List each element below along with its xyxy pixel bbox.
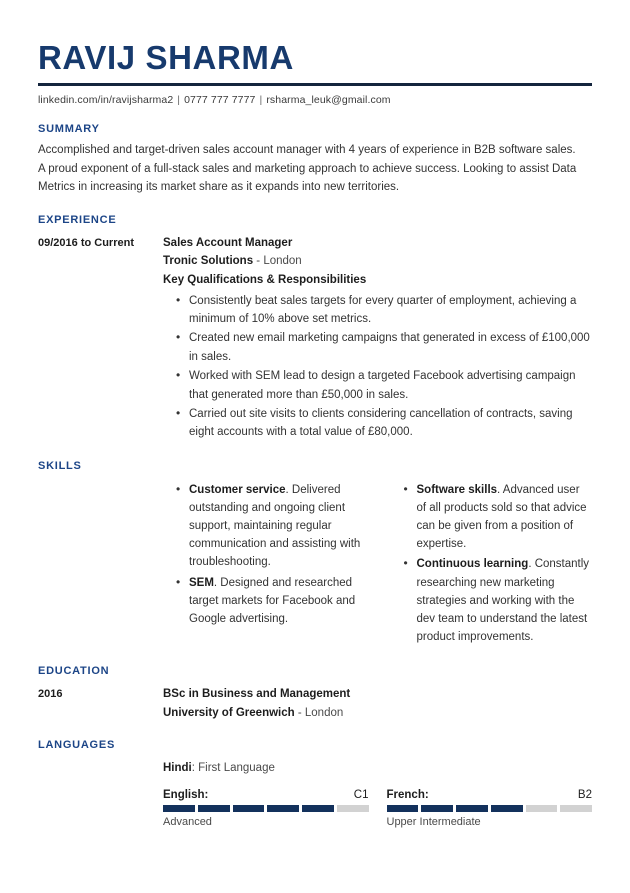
skills-column-left <box>163 481 365 648</box>
experience-job-title: Sales Account Manager <box>163 236 293 249</box>
education-institution-line <box>163 704 592 723</box>
bar-segment-filled <box>456 805 488 812</box>
experience-bullet: • Consistently beat sales targets for every quarter of employment, achieving a minimum of 10% above set metrics. <box>189 292 592 329</box>
skill-item <box>189 574 365 628</box>
section-title-summary: SUMMARY <box>38 122 100 135</box>
skill-item <box>189 481 365 572</box>
skills-column-right <box>391 481 593 648</box>
language-item-french <box>387 789 593 828</box>
experience-bullet: • Carried out site visits to clients considering cancellation of contracts, saving eight accounts with a total value of £80,000. <box>189 405 592 442</box>
education-location-separator: - <box>294 706 305 719</box>
skill-item <box>417 555 593 646</box>
contact-separator: | <box>177 93 181 106</box>
experience-bullet: • Worked with SEM lead to design a targeted Facebook advertising campaign that generated more than £50,000 in sales. <box>189 367 592 404</box>
bar-segment-filled <box>491 805 523 812</box>
summary-text: Accomplished and target-driven sales account manager with 4 years of experience in B2B software sales. A proud exponent of a full-stack sales and marketing approach to achieve success. Looking to assist Data Metrics in increasing its market share as it expands into new territories. <box>38 143 577 194</box>
language-first-label: : First Language <box>191 762 275 775</box>
education-entry <box>38 685 592 722</box>
experience-bullet-list <box>163 292 592 442</box>
section-languages <box>38 739 592 827</box>
section-title-experience: EXPERIENCE <box>38 213 117 226</box>
contact-linkedin[interactable]: linkedin.com/in/ravijsharma2 <box>38 93 174 106</box>
bar-segment-filled <box>163 805 195 812</box>
section-title-education: EDUCATION <box>38 665 110 678</box>
education-year: 2016 <box>38 688 63 701</box>
skills-list-right <box>391 481 593 646</box>
experience-entry <box>38 234 592 443</box>
bar-segment-filled <box>421 805 453 812</box>
section-title-skills: SKILLS <box>38 459 82 472</box>
language-first <box>163 759 592 777</box>
section-education <box>38 665 592 722</box>
bar-segment-filled <box>198 805 230 812</box>
language-name: French: <box>386 788 429 801</box>
language-proficiency-caption: Upper Intermediate <box>386 815 481 828</box>
experience-location-separator: - <box>253 255 264 268</box>
language-proficiency-caption: Advanced <box>163 815 212 828</box>
bar-segment-filled <box>302 805 334 812</box>
language-name: English: <box>163 788 209 801</box>
education-institution: University of Greenwich <box>163 706 295 719</box>
skill-description: . Constantly researching new marketing strategies and working with the dev team to understand the latest product improvements. <box>416 558 590 644</box>
section-skills <box>38 460 592 648</box>
bar-segment-filled <box>387 805 419 812</box>
language-proficiency-bar <box>163 805 369 812</box>
section-summary <box>38 123 592 197</box>
language-header <box>387 789 593 801</box>
skill-description: . Delivered outstanding and ongoing client support, maintaining regular communication and assisting with troubleshooting. <box>189 483 361 569</box>
language-rating-group <box>163 789 592 828</box>
skills-list-left <box>163 481 365 628</box>
experience-subheading: Key Qualifications & Responsibilities <box>163 274 367 287</box>
language-first-name: Hindi <box>163 762 192 775</box>
experience-dates: 09/2016 to Current <box>38 236 134 249</box>
language-level-code: B2 <box>577 788 592 801</box>
section-title-languages: LANGUAGES <box>38 739 116 752</box>
education-details <box>163 685 592 722</box>
contact-email[interactable]: rsharma_leuk@gmail.com <box>266 93 391 106</box>
bar-segment-filled <box>267 805 299 812</box>
contact-phone[interactable]: 0777 777 7777 <box>184 93 256 106</box>
experience-company-line <box>163 252 592 271</box>
contact-line <box>38 94 592 106</box>
candidate-name: RAVIJ SHARMA <box>38 39 294 76</box>
experience-company: Tronic Solutions <box>163 255 254 268</box>
education-location: London <box>304 706 344 719</box>
language-header <box>163 789 369 801</box>
bar-segment-empty <box>337 805 369 812</box>
experience-details <box>163 234 592 443</box>
bar-segment-empty <box>526 805 558 812</box>
education-degree: BSc in Business and Management <box>163 688 351 701</box>
section-experience <box>38 214 592 443</box>
skill-name: SEM <box>189 576 214 589</box>
skill-name: Software skills <box>416 483 498 496</box>
language-item-english <box>163 789 369 828</box>
bar-segment-empty <box>560 805 592 812</box>
experience-bullet: • Created new email marketing campaigns that generated in excess of £100,000 in sales. <box>189 329 592 366</box>
skill-name: Continuous learning <box>416 558 529 571</box>
skill-name: Customer service <box>189 483 286 496</box>
skill-description: . Designed and researched target markets for Facebook and Google advertising. <box>189 576 356 625</box>
skills-columns <box>163 481 592 648</box>
contact-separator: | <box>259 93 263 106</box>
skill-description: . Advanced user of all products sold so that advice can be given from a position of expertise. <box>416 483 587 551</box>
header-divider <box>38 83 592 86</box>
skill-item <box>417 481 593 554</box>
resume-header <box>38 40 592 106</box>
language-level-code: C1 <box>353 788 369 801</box>
bar-segment-filled <box>233 805 265 812</box>
language-proficiency-bar <box>387 805 593 812</box>
experience-location: London <box>263 255 302 268</box>
